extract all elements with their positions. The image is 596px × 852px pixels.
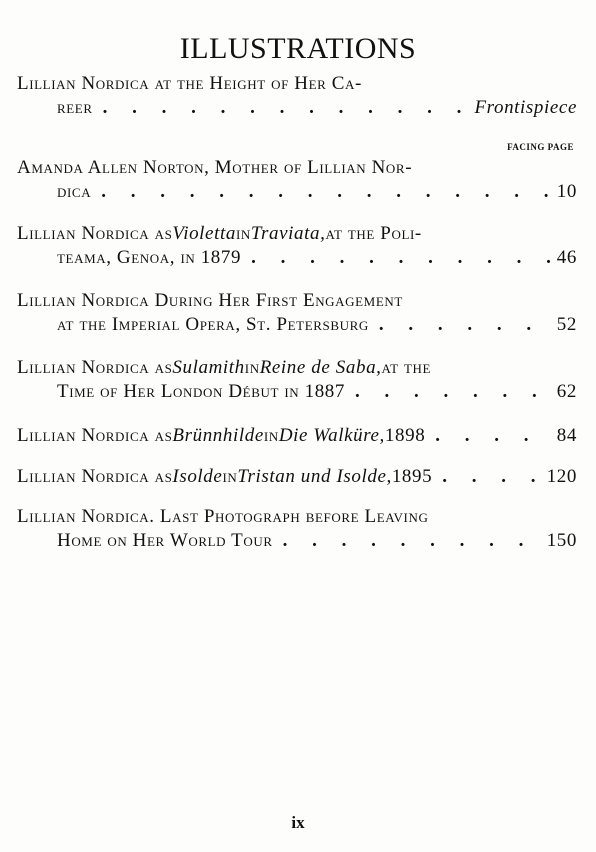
- opera-name: Traviata,: [250, 223, 326, 244]
- entry-title: in: [222, 466, 238, 487]
- entry-title-cont: at the Imperial Opera, St. Petersburg: [57, 314, 369, 335]
- dot-leader: [103, 96, 469, 120]
- entry-title-cont: teama, Genoa, in 1879: [57, 247, 242, 268]
- entry-line: [17, 180, 577, 204]
- dot-leader: [379, 313, 551, 337]
- entry-line: [17, 356, 577, 380]
- entry-line: [17, 289, 577, 313]
- entry-line: [17, 156, 577, 180]
- opera-name: Reine de Saba,: [259, 357, 382, 378]
- entry-title: at the: [381, 357, 432, 378]
- dot-leader: [442, 465, 540, 489]
- entry-title: in: [263, 425, 279, 446]
- entry-year: 1895: [391, 466, 433, 487]
- entry-line: [17, 529, 577, 553]
- entry-line: [17, 424, 577, 448]
- entry-title-cont: dica: [57, 181, 92, 202]
- dot-leader: [355, 380, 551, 404]
- entry-line: [17, 72, 577, 96]
- entry-line: [17, 313, 577, 337]
- toc-entry-3[interactable]: [17, 222, 577, 270]
- toc-entry-5[interactable]: [17, 356, 577, 404]
- entry-title: Lillian Nordica at the Height of Her Ca-: [17, 73, 362, 94]
- entry-title: Lillian Nordica as: [17, 425, 173, 446]
- dot-leader: [101, 180, 551, 204]
- entry-page: 52: [556, 314, 577, 335]
- role-name: Violetta: [172, 223, 236, 244]
- entry-page: 62: [556, 381, 577, 402]
- entry-line: [17, 505, 577, 529]
- entry-title: in: [235, 223, 251, 244]
- entry-title: Lillian Nordica as: [17, 466, 173, 487]
- toc-entry-1[interactable]: [17, 72, 577, 120]
- page-folio: ix: [291, 813, 305, 832]
- entry-line: [17, 380, 577, 404]
- opera-name: Tristan und Isolde,: [237, 466, 392, 487]
- entry-title: Lillian Nordica During Her First Engagement: [17, 290, 403, 311]
- entry-title: in: [244, 357, 260, 378]
- role-name: Sulamith: [172, 357, 245, 378]
- dot-leader: [251, 246, 551, 270]
- facing-page-label: FACING PAGE: [507, 142, 574, 152]
- entry-page: Frontispiece: [474, 97, 577, 118]
- entry-title: Amanda Allen Norton, Mother of Lillian Nor-: [17, 157, 413, 178]
- dot-leader: [283, 529, 541, 553]
- toc-entry-7[interactable]: [17, 465, 577, 489]
- dot-leader: [435, 424, 551, 448]
- opera-name: Die Walküre,: [278, 425, 385, 446]
- page-title: ILLUSTRATIONS: [179, 32, 417, 66]
- entry-page: 150: [546, 530, 577, 551]
- entry-title: Lillian Nordica. Last Photograph before Leaving: [17, 506, 429, 527]
- role-name: Isolde: [172, 466, 223, 487]
- entry-line: [17, 246, 577, 270]
- entry-line: [17, 222, 577, 246]
- entry-title: at the Poli-: [325, 223, 422, 244]
- entry-page: 46: [556, 247, 577, 268]
- entry-title-cont: Home on Her World Tour: [57, 530, 273, 551]
- entry-title-cont: Time of Her London Début in 1887: [57, 381, 346, 402]
- toc-entry-8[interactable]: [17, 505, 577, 553]
- entry-line: [17, 465, 577, 489]
- entry-title-cont: reer: [57, 97, 93, 118]
- entry-page: 84: [556, 425, 577, 446]
- entry-title: Lillian Nordica as: [17, 223, 173, 244]
- role-name: Brünnhilde: [172, 425, 264, 446]
- toc-entry-6[interactable]: [17, 424, 577, 448]
- toc-entry-4[interactable]: [17, 289, 577, 337]
- entry-page: 10: [556, 181, 577, 202]
- entry-page: 120: [546, 466, 577, 487]
- toc-entry-2[interactable]: [17, 156, 577, 204]
- entry-line: [17, 96, 577, 120]
- entry-title: Lillian Nordica as: [17, 357, 173, 378]
- entry-year: 1898: [384, 425, 426, 446]
